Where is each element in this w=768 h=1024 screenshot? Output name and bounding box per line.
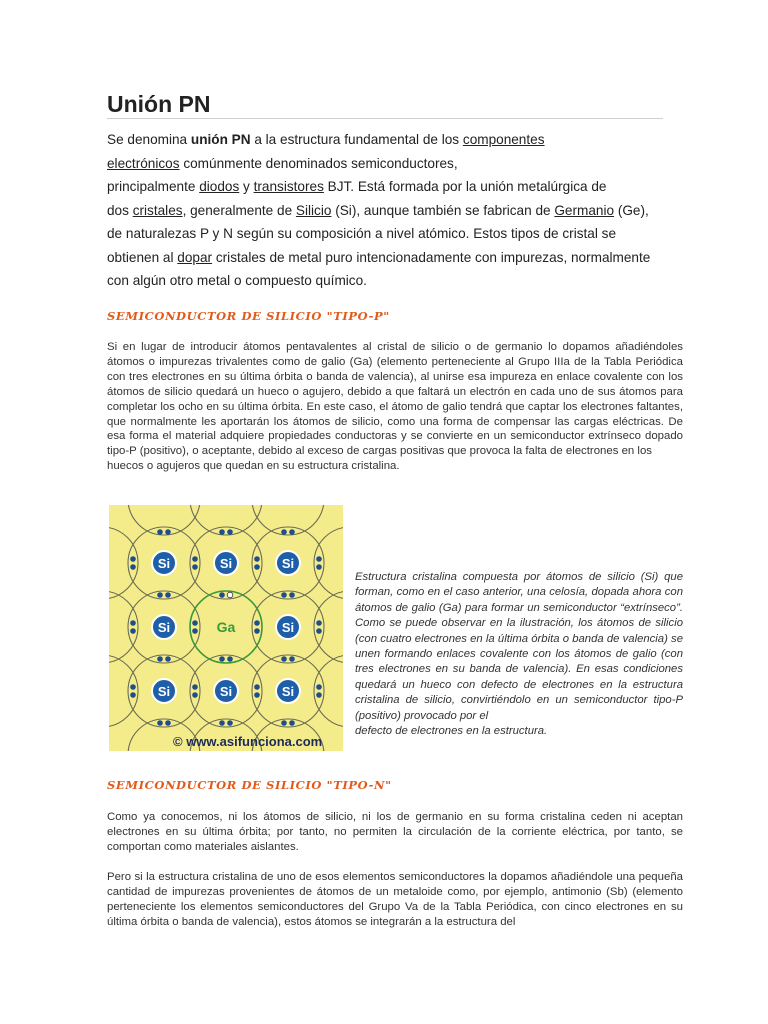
intro-text: con algún otro metal o compuesto químico. (107, 273, 367, 288)
electron (157, 656, 163, 662)
figure-caption (355, 570, 683, 739)
link-componentes[interactable]: componentes (462, 132, 545, 147)
electron (219, 529, 225, 535)
electron (281, 720, 287, 726)
tipo-p-text-last: huecos o agujeros que quedan en su estructura cristalina. (107, 460, 400, 473)
intro-text: a la estructura fundamental de los (250, 132, 463, 147)
electron (192, 692, 198, 698)
electron (219, 592, 225, 598)
intro-paragraph (107, 128, 682, 293)
electron (254, 620, 260, 626)
intro-text: y (239, 179, 254, 194)
electron (219, 720, 225, 726)
electron (227, 720, 233, 726)
electron (130, 684, 136, 690)
electron (165, 529, 171, 535)
intro-text: (Si), aunque también se fabrican de (331, 202, 555, 218)
page-title: Unión PN (107, 90, 663, 119)
electron (165, 720, 171, 726)
section-heading-tipo-p: SEMICONDUCTOR DE SILICIO "TIPO-P" (107, 309, 390, 323)
intro-text: , generalmente de (182, 202, 296, 218)
electron (289, 656, 295, 662)
orbit-ring (314, 591, 343, 663)
electron (130, 564, 136, 570)
intro-text: dos (107, 202, 133, 218)
tipo-n-paragraph-1: Como ya conocemos, ni los átomos de silicio, ni los de germanio en su forma cristalina ceden ni aceptan electrones en su última órbita; por tanto, no permiten la circulación de la corriente eléctrica, por tanto, se comportan como materiales aislantes. (107, 811, 683, 853)
electron (254, 564, 260, 570)
electron (316, 564, 322, 570)
si-atom-label: Si (157, 684, 171, 699)
link-cristales[interactable]: cristales (132, 202, 183, 218)
si-atom-label: Si (281, 684, 295, 699)
electron (289, 529, 295, 535)
link-germanio[interactable]: Germanio (554, 202, 615, 218)
orbit-ring (314, 655, 343, 727)
electron (192, 564, 198, 570)
electron (192, 628, 198, 634)
electron (289, 592, 295, 598)
intro-text: comúnmente denominados semiconductores, (179, 155, 458, 171)
orbit-ring (109, 591, 138, 663)
electron (130, 620, 136, 626)
lattice-diagram (109, 505, 343, 751)
orbit-ring (128, 505, 200, 535)
electron (192, 620, 198, 626)
electron (219, 656, 225, 662)
link-transistores[interactable]: transistores (253, 179, 324, 194)
si-atom-label: Si (219, 684, 233, 699)
intro-text: (Ge), (614, 202, 649, 218)
electron (157, 720, 163, 726)
caption-text-last: defecto de electrones en la estructura. (355, 725, 548, 738)
electron (227, 529, 233, 535)
electron (192, 684, 198, 690)
orbit-ring (190, 505, 262, 535)
intro-text: principalmente (107, 179, 200, 194)
electron (316, 620, 322, 626)
electron (130, 692, 136, 698)
intro-text: obtienen al (107, 249, 178, 265)
electron (254, 692, 260, 698)
orbit-ring (109, 655, 138, 727)
orbit-ring (314, 527, 343, 599)
electron (192, 556, 198, 562)
link-electronicos[interactable]: electrónicos (107, 155, 180, 171)
link-diodos[interactable]: diodos (199, 179, 240, 194)
intro-bold-term: unión PN (190, 132, 251, 147)
intro-text: Se denomina (107, 132, 191, 147)
electron (130, 628, 136, 634)
caption-text: Estructura cristalina compuesta por átomos de silicio (Si) que forman, como en el caso anterior, una celosía, dopada ahora con átomos de galio (Ga) para formar un semiconductor “extrínseco”. Como se puede observar en la ilustración, los átomos de silicio (con cuatro electrones en la última órbita o banda de valencia) se unen formando enlaces covalente con los átomos de galio (con tres electrones en su banda de valencia). En esas condiciones quedará un hueco con defecto de electrones en la estructura cristalina de silicio, convirtiéndolo en un semiconductor tipo-P (positivo) provocado por el (355, 571, 683, 722)
electron (254, 628, 260, 634)
link-dopar[interactable]: dopar (177, 249, 213, 265)
tipo-n-paragraph-2: Pero si la estructura cristalina de uno de esos elementos semiconductores la dopamos añadiéndole una pequeña cantidad de impurezas provenientes de átomos de un metaloide como, por ejemplo, antimonio (Sb) (elemento perteneciente los elementos semiconductores del Grupo Va de la Tabla Periódica, con cinco electrones en su última órbita o banda de valencia), estos átomos se integrarán a la estructura del (107, 871, 683, 928)
si-atom-label: Si (219, 556, 233, 571)
ga-atom-label: Ga (216, 619, 236, 635)
electron (254, 556, 260, 562)
electron (165, 656, 171, 662)
tipo-p-paragraph (107, 340, 683, 474)
crystal-lattice-figure (109, 505, 343, 751)
electron (289, 720, 295, 726)
hole (227, 592, 233, 598)
electron (281, 529, 287, 535)
tipo-p-text: Si en lugar de introducir átomos pentavalentes al cristal de silicio o de germanio lo dopamos añadiéndoles átomos o impurezas trivalentes como de galio (Ga) (elemento perteneciente al Grupo IIIa de la Tabla Periódica con tres electrones en su última órbita o banda de valencia), al unirse esa impureza en enlace covalente con los átomos de silicio quedará un hueco o agujero, debido a que faltará un electrón en cada uno de sus átomos para completar los ocho en su última órbita. En este caso, el átomo de galio tendrá que captar los electrones faltantes, que normalmente les aportarán los átomos de silicio, como una forma de compensar las cargas eléctricas. De esa forma el material adquiere propiedades conductoras y se convierte en un semiconductor extrínseco dopado tipo-P (positivo), o aceptante, debido al exceso de cargas positivas que provoca la falta de electrones en los (107, 341, 683, 458)
si-atom-label: Si (281, 620, 295, 635)
electron (316, 692, 322, 698)
electron (254, 684, 260, 690)
electron (281, 656, 287, 662)
section-heading-tipo-n: SEMICONDUCTOR DE SILICIO "TIPO-N" (107, 778, 392, 792)
orbit-ring (252, 505, 324, 535)
electron (316, 556, 322, 562)
si-atom-label: Si (157, 620, 171, 635)
si-atom-label: Si (157, 556, 171, 571)
intro-text: cristales de metal puro intencionadamente con impurezas, normalmente (212, 249, 651, 265)
si-atom-label: Si (281, 556, 295, 571)
watermark-text: © www.asifunciona.com (173, 734, 323, 749)
electron (316, 628, 322, 634)
intro-text: de naturalezas P y N según su composición a nivel atómico. Estos tipos de cristal se (107, 226, 617, 241)
link-silicio[interactable]: Silicio (295, 202, 332, 218)
electron (281, 592, 287, 598)
electron (227, 656, 233, 662)
electron (157, 592, 163, 598)
intro-text: BJT. Está formada por la unión metalúrgica de (323, 179, 607, 194)
orbit-ring (109, 527, 138, 599)
electron (316, 684, 322, 690)
electron (157, 529, 163, 535)
electron (130, 556, 136, 562)
electron (165, 592, 171, 598)
